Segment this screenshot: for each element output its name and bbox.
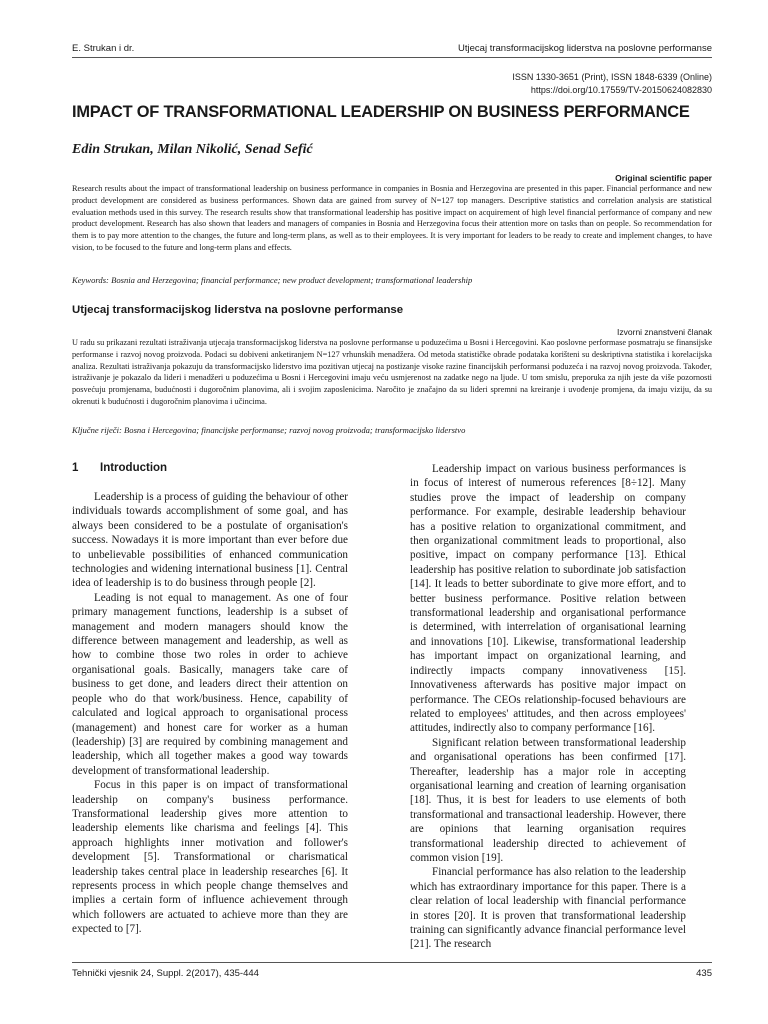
body-column-left <box>72 462 348 937</box>
keywords: Keywords: Bosnia and Herzegovina; financial performance; new product development; transformational leadership <box>72 275 473 285</box>
running-head-title: Utjecaj transformacijskog liderstva na poslovne performanse <box>458 43 712 54</box>
body-paragraph: Leading is not equal to management. As one of four primary management functions, leadership is a subset of management and modern managers should know the difference between management and leadership, as well as how to combine those two roles in order to achieve organisational goals. Basically, managers take care of business to get done, and leaders direct their attention on people who do that work/business. Hence, capability of calculated and logical approach to organisational process (management) and honest care for worker as a human (leadership) [3] are required by combining management and leadership, which all together makes a good way towards development of transformational leadership. <box>72 591 348 777</box>
header-rule <box>72 57 712 58</box>
doi-link[interactable]: https://doi.org/10.17559/TV-20150624082830 <box>530 85 712 95</box>
section-heading-introduction <box>72 462 348 482</box>
body-paragraph: Focus in this paper is on impact of transformational leadership on company's business performance. Transformational leadership gives more attention to leadership elements like charisma and feelings [4]. This approach highlights inner motivation and follower's development [5]. Transformational or charismatical leadership takes central place in leadership researches [6]. It represents process in which people change themselves and implies a certain form of influence achievement through which followers are actuated to achieve more than they are expected to [7]. <box>72 779 348 936</box>
abstract-text: Research results about the impact of transformational leadership on business performance in companies in Bosnia and Herzegovina are presented in this paper. Financial performance and new product development are considered as business performances. Shown data are gained from survey of N=127 top managers. Descriptive statistics and correlation analysis are statistical evaluation methods used in this survey. The research results show that transformational leadership has positive impact on acquirement of high level financial performance of company and new product development. Research has also shown that leaders and managers of companies in Bosnia and Herzegovina focus their attention more on tasks than on people. So recommendation for them is to pay more attention to the changes, the future and long-term plans, as well as to their employees. It is very important for leaders to be ready to create and implement changes, to have vision, to be focused to the future and long-term plans and effects. <box>72 184 712 252</box>
body-paragraph: Significant relation between transformational leadership and organisational operations has been confirmed [17]. Thereafter, leadership has a major role in accepting organisational learning and creation of learning organisation [18]. Thus, it is best for leaders to use elements of both transformational and transactional leadership. However, there are opinions that learning organisation requires transformational leadership directed to achievement of common vision [19]. <box>410 736 686 864</box>
footer-rule <box>72 962 712 963</box>
journal-citation: Tehnički vjesnik 24, Suppl. 2(2017), 435-444 <box>72 968 259 979</box>
body-paragraph: Leadership is a process of guiding the behaviour of other individuals towards accomplishment of some goal, and has always been considered to be a postulate of organisation's success. Nowadays it is more important than ever before due to unbelievable possibilities of enhanced communication technologies and widening international business [1]. Central idea of leadership is to do business through people [2]. <box>72 491 348 590</box>
croatian-title: Utjecaj transformacijskog liderstva na poslovne performanse <box>72 304 404 316</box>
paper-authors: Edin Strukan, Milan Nikolić, Senad Sefić <box>72 142 313 157</box>
body-paragraph: Financial performance has also relation to the leadership which has extraordinary importance for this paper. There is a clear relation of local leadership with financial performance in stores [20]. It is proven that transformational leadership training can significantly advance financial performance level [21]. The research <box>410 866 686 951</box>
paper-type-label: Original scientific paper <box>615 173 712 183</box>
croatian-abstract-text: U radu su prikazani rezultati istraživanja utjecaja transformacijskog liderstva na poslovne performanse u poduzećima u Bosni i Hercegovini. Kao poslovne performase posmatraju se finansijske performanse i razvoj novog proizvoda. Podaci su dobiveni anketiranjem N=127 vrhunskih menadžera. Od metoda statističke obrade podataka korišteni su deskriptivna statistika i korelacijska analiza. Rezultati istraživanja pokazuju da transformacijsko liderstvo ima pozitivan utjecaj na postizanje visoke razine financijskih performansi poduzeća i na razvoj novog proizvoda. Također, istraživanje je pokazalo da lideri i menadžeri u poduzećima u Bosni i Hercegovini imaju veću usmjerenost na zadatke nego na ljude. U tom smislu, preporuka za njih jeste da više pozornosti posvećuju promjenama, budućnosti i dugoročnim planovima, ali i svojim zaposlenicima. Naročito je značajno da su lideri spremni na kreiranje i uvođenje promjena, da imaju viziju, da su okrenuti k budućnosti i dugoročnim planovima i učincima. <box>72 338 712 406</box>
paper-title: IMPACT OF TRANSFORMATIONAL LEADERSHIP ON BUSINESS PERFORMANCE <box>72 103 690 121</box>
section-title: Introduction <box>100 462 168 474</box>
body-column-right <box>410 462 686 952</box>
issn-line: ISSN 1330-3651 (Print), ISSN 1848-6339 (Online) <box>512 72 712 82</box>
croatian-paper-type-label: Izvorni znanstveni članak <box>617 327 712 337</box>
body-paragraph: Leadership impact on various business performances is in focus of interest of numerous references [8÷12]. Many studies prove the impact of leadership on company performance. For example, desirable leadership behaviour has a positive relation to organizational commitment, and then organizational commitment leads to proportional, also positive, impact on company performance [13]. Ethical leadership has positive relation to subordinate job satisfaction [14]. It leads to better subordinate to give more effort, and to better business performance. Positive relation between transformational leadership and organisational performance is determined, with interrelation of organisational learning and innovations [10]. Likewise, transformational leadership has important impact on organizational learning, and indirectly impacts company innovativeness [15]. Innovativeness afterwards has positive major impact on performance. The CEOs relationship-focused behaviours are related to employees' attitudes, and then across employees' attitudes, indirectly also to company performance [16]. <box>410 463 686 735</box>
issn-block <box>512 71 712 97</box>
running-head-authors: E. Strukan i dr. <box>72 43 135 54</box>
croatian-keywords: Ključne riječi: Bosna i Hercegovina; financijske performanse; razvoj novog proizvoda; transformacijsko liderstvo <box>72 425 466 435</box>
section-number: 1 <box>72 462 79 474</box>
page-number: 435 <box>696 968 712 979</box>
